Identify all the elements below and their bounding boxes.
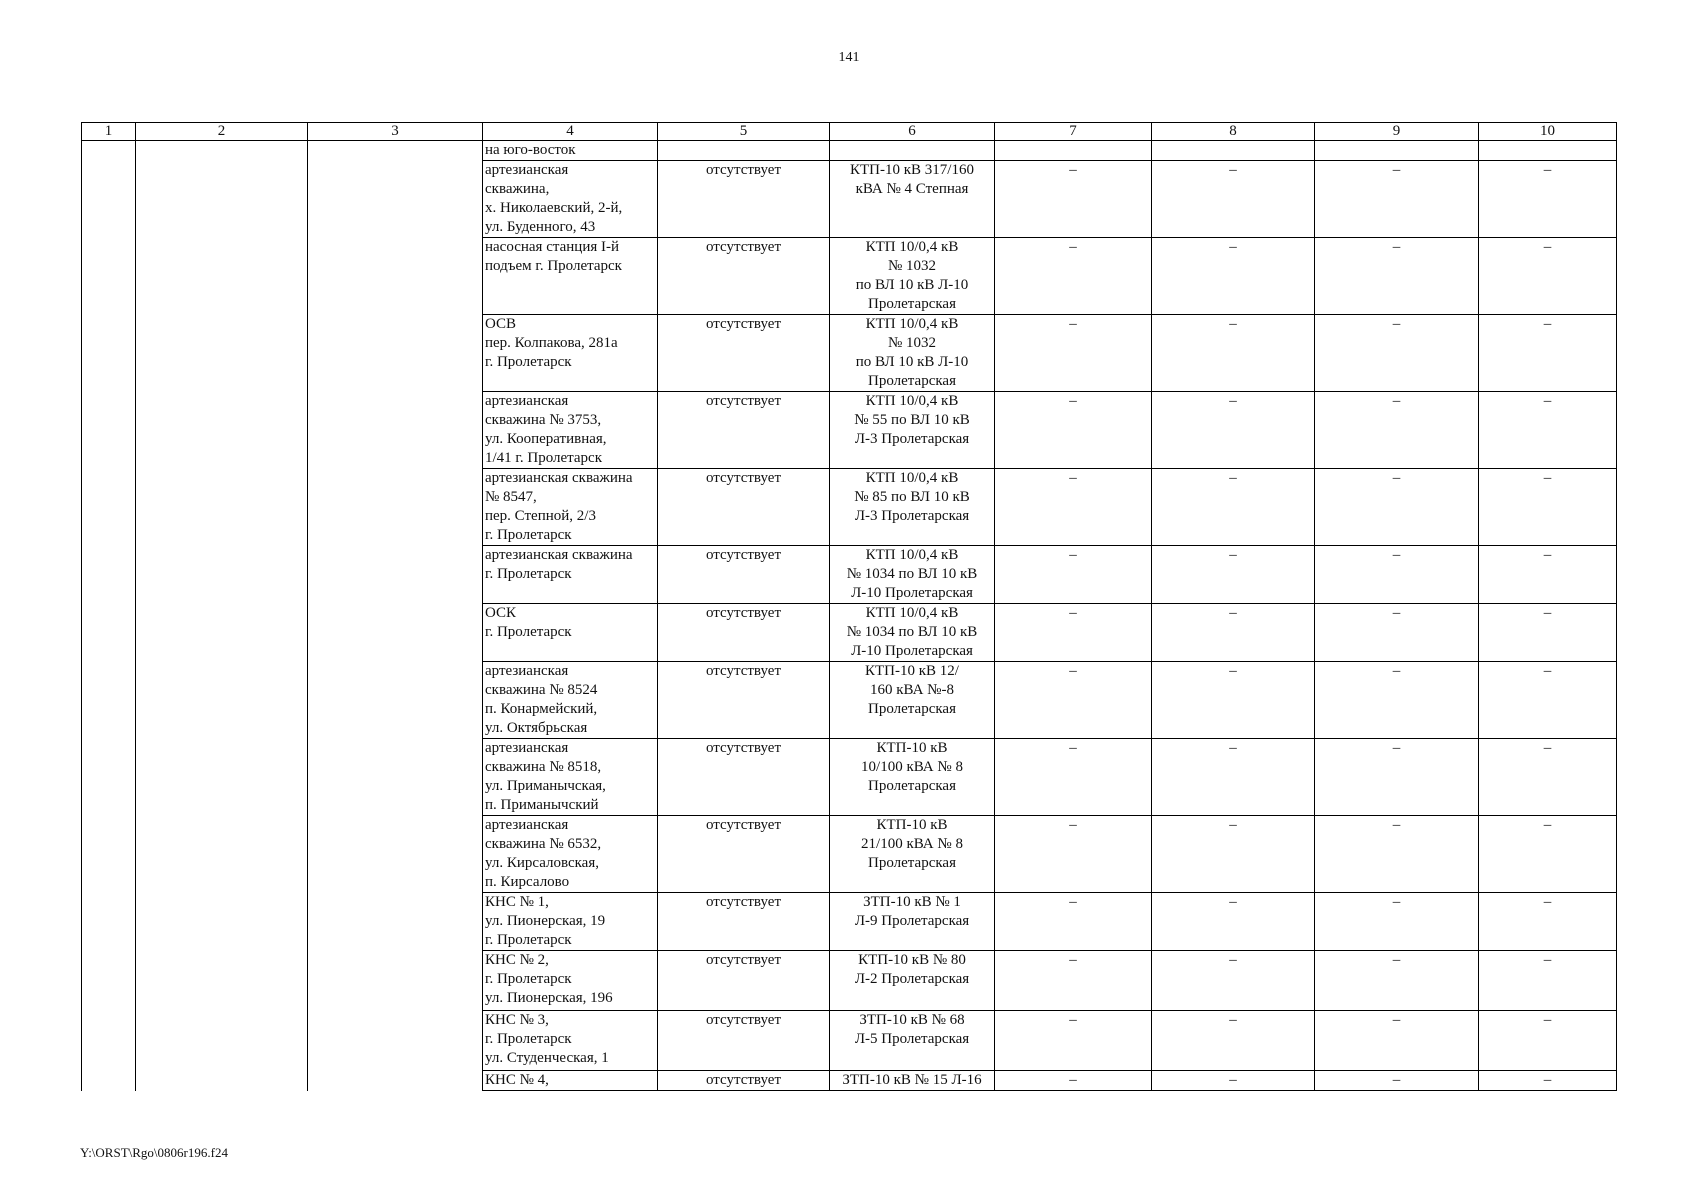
cell-c6 [830,141,995,161]
cell-c4: артезианская скважина № 8518, ул. Приманычская, п. Приманычский [483,739,658,816]
cell-c8: – [1152,662,1315,739]
cell-c8: – [1152,392,1315,469]
cell-c8: – [1152,161,1315,238]
cell-c10: – [1479,739,1617,816]
cell-c6: КТП 10/0,4 кВ № 1034 по ВЛ 10 кВ Л-10 Пролетарская [830,604,995,662]
cell-c7: – [995,739,1152,816]
col-header-3: 3 [308,123,483,141]
col-header-8: 8 [1152,123,1315,141]
cell-c6: ЗТП-10 кВ № 15 Л-16 [830,1071,995,1091]
cell-c6: ЗТП-10 кВ № 68 Л-5 Пролетарская [830,1011,995,1071]
data-table [81,122,1617,1091]
cell-c10: – [1479,1011,1617,1071]
cell-c6: КТП 10/0,4 кВ № 1034 по ВЛ 10 кВ Л-10 Пролетарская [830,546,995,604]
cell-c5: отсутствует [658,893,830,951]
cell-c9: – [1315,662,1479,739]
cell-c7: – [995,951,1152,1011]
table-body [82,141,1617,1091]
cell-c5: отсутствует [658,161,830,238]
cell-c4: артезианская скважина № 6532, ул. Кирсаловская, п. Кирсалово [483,816,658,893]
cell-c10 [1479,141,1617,161]
cell-c7: – [995,315,1152,392]
empty-cell-col3 [308,141,483,1091]
cell-c9: – [1315,315,1479,392]
cell-c9: – [1315,469,1479,546]
col-header-10: 10 [1479,123,1617,141]
cell-c8: – [1152,951,1315,1011]
cell-c9: – [1315,893,1479,951]
cell-c9: – [1315,161,1479,238]
cell-c6: КТП-10 кВ 10/100 кВА № 8 Пролетарская [830,739,995,816]
cell-c5: отсутствует [658,1071,830,1091]
cell-c6: КТП-10 кВ 12/ 160 кВА №-8 Пролетарская [830,662,995,739]
cell-c4: артезианская скважина, х. Николаевский, 2-й, ул. Буденного, 43 [483,161,658,238]
cell-c4: КНС № 4, [483,1071,658,1091]
cell-c5: отсутствует [658,662,830,739]
cell-c5 [658,141,830,161]
cell-c4: ОСК г. Пролетарск [483,604,658,662]
cell-c6: КТП 10/0,4 кВ № 1032 по ВЛ 10 кВ Л-10 Пролетарская [830,315,995,392]
cell-c7: – [995,161,1152,238]
cell-c5: отсутствует [658,816,830,893]
cell-c9: – [1315,951,1479,1011]
cell-c10: – [1479,315,1617,392]
cell-c5: отсутствует [658,604,830,662]
cell-c8: – [1152,1011,1315,1071]
cell-c9: – [1315,1011,1479,1071]
cell-c5: отсутствует [658,238,830,315]
cell-c8 [1152,141,1315,161]
col-header-5: 5 [658,123,830,141]
col-header-2: 2 [136,123,308,141]
cell-c8: – [1152,816,1315,893]
cell-c7: – [995,1071,1152,1091]
cell-c6: КТП 10/0,4 кВ № 55 по ВЛ 10 кВ Л-3 Пролетарская [830,392,995,469]
cell-c4: артезианская скважина № 8524 п. Конармейский, ул. Октябрьская [483,662,658,739]
cell-c8: – [1152,238,1315,315]
cell-c4: КНС № 2, г. Пролетарск ул. Пионерская, 196 [483,951,658,1011]
header-row [82,123,1617,141]
cell-c10: – [1479,161,1617,238]
cell-c4: артезианская скважина № 3753, ул. Кооперативная, 1/41 г. Пролетарск [483,392,658,469]
cell-c10: – [1479,546,1617,604]
cell-c7: – [995,604,1152,662]
cell-c6: КТП 10/0,4 кВ № 85 по ВЛ 10 кВ Л-3 Пролетарская [830,469,995,546]
cell-c8: – [1152,739,1315,816]
empty-cell-col2 [136,141,308,1091]
cell-c7: – [995,469,1152,546]
cell-c5: отсутствует [658,739,830,816]
footer-path: Y:\ORST\Rgo\0806r196.f24 [80,1145,228,1160]
cell-c7: – [995,392,1152,469]
cell-c5: отсутствует [658,1011,830,1071]
cell-c7: – [995,893,1152,951]
col-header-7: 7 [995,123,1152,141]
page-number: 141 [838,50,860,65]
cell-c7: – [995,546,1152,604]
cell-c7: – [995,816,1152,893]
cell-c6: КТП-10 кВ № 80 Л-2 Пролетарская [830,951,995,1011]
cell-c8: – [1152,893,1315,951]
cell-c9: – [1315,392,1479,469]
cell-c4: КНС № 3, г. Пролетарск ул. Студенческая, 1 [483,1011,658,1071]
cell-c5: отсутствует [658,469,830,546]
cell-c10: – [1479,1071,1617,1091]
empty-cell-col1 [82,141,136,1091]
col-header-9: 9 [1315,123,1479,141]
cell-c7 [995,141,1152,161]
cell-c4: артезианская скважина г. Пролетарск [483,546,658,604]
cell-c6: КТП-10 кВ 317/160 кВА № 4 Степная [830,161,995,238]
cell-c9: – [1315,739,1479,816]
cell-c5: отсутствует [658,315,830,392]
col-header-4: 4 [483,123,658,141]
cell-c5: отсутствует [658,951,830,1011]
cell-c7: – [995,238,1152,315]
cell-c10: – [1479,238,1617,315]
cell-c10: – [1479,816,1617,893]
cell-c6: ЗТП-10 кВ № 1 Л-9 Пролетарская [830,893,995,951]
cell-c8: – [1152,604,1315,662]
cell-c4: насосная станция I-й подъем г. Пролетарск [483,238,658,315]
cell-c9: – [1315,1071,1479,1091]
cell-c9: – [1315,238,1479,315]
cell-c6: КТП-10 кВ 21/100 кВА № 8 Пролетарская [830,816,995,893]
cell-c10: – [1479,469,1617,546]
cell-c6: КТП 10/0,4 кВ № 1032 по ВЛ 10 кВ Л-10 Пролетарская [830,238,995,315]
cell-c4: на юго-восток [483,141,658,161]
cell-c9: – [1315,546,1479,604]
cell-c4: ОСВ пер. Колпакова, 281а г. Пролетарск [483,315,658,392]
cell-c9: – [1315,604,1479,662]
cell-c10: – [1479,604,1617,662]
cell-c7: – [995,662,1152,739]
cell-c4: артезианская скважина № 8547, пер. Степной, 2/3 г. Пролетарск [483,469,658,546]
col-header-6: 6 [830,123,995,141]
cell-c10: – [1479,662,1617,739]
cell-c8: – [1152,469,1315,546]
cell-c4: КНС № 1, ул. Пионерская, 19 г. Пролетарск [483,893,658,951]
cell-c8: – [1152,315,1315,392]
cell-c10: – [1479,893,1617,951]
cell-c10: – [1479,392,1617,469]
cell-c10: – [1479,951,1617,1011]
table-row [82,141,1617,161]
cell-c5: отсутствует [658,392,830,469]
cell-c8: – [1152,1071,1315,1091]
cell-c5: отсутствует [658,546,830,604]
cell-c8: – [1152,546,1315,604]
cell-c7: – [995,1011,1152,1071]
col-header-1: 1 [82,123,136,141]
cell-c9: – [1315,816,1479,893]
cell-c9 [1315,141,1479,161]
